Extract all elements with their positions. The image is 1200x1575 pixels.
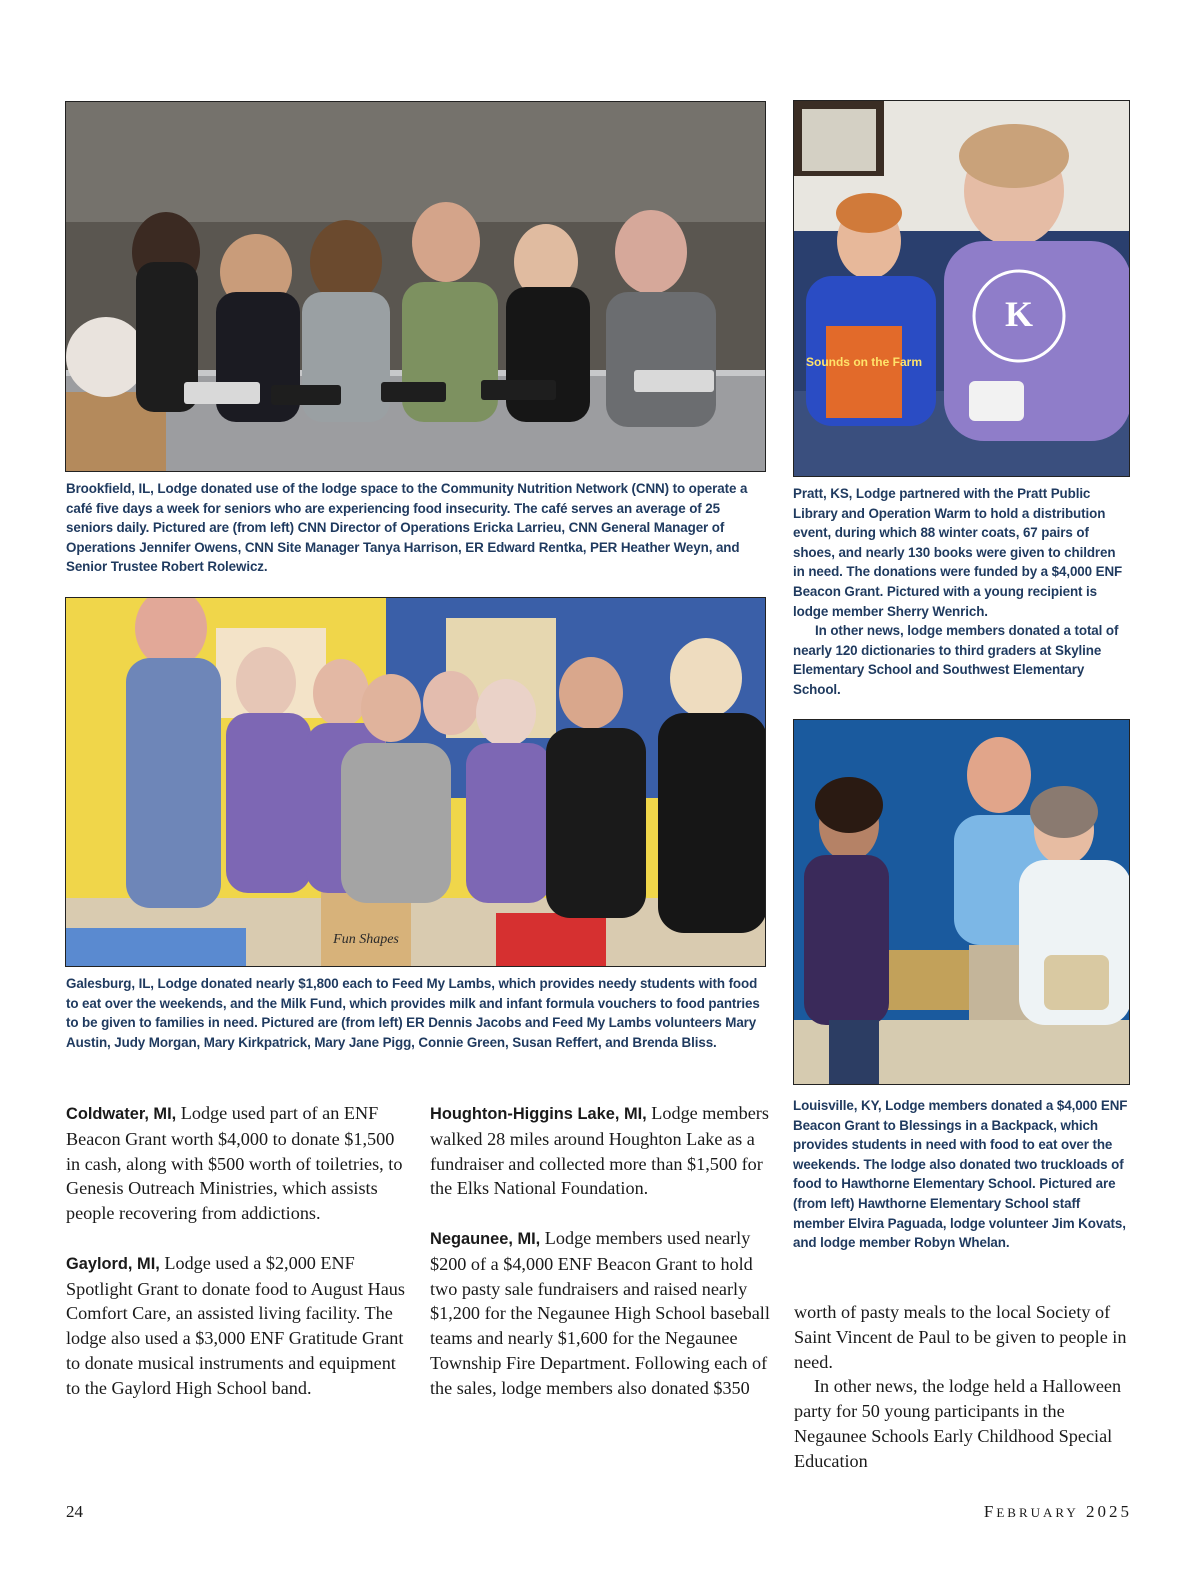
caption-text: Lodge donated nearly $1,800 each to Feed My Lambs, which provides needy students with food to eat over the weekends, and the Milk Fund, which provides milk and infant formula vouchers to food pantries to be given to families in need. Pictured are (from left) ER Dennis Jacobs and Feed My Lambs volunteers Mary Austin, Judy Morgan, Mary Kirkpatrick, Mary Jane Pigg, Connie Green, Susan Reffert, and Brenda Bliss. (66, 976, 760, 1050)
negaunee-continued: worth of pasty meals to the local Society of Saint Vincent de Paul to be given to people in need. (794, 1302, 1127, 1372)
svg-text:K: K (1004, 294, 1034, 334)
caption-place: Brookfield, IL, (66, 481, 154, 496)
coldwater-article (66, 1101, 406, 1226)
issue-month-rest: EBRUARY (996, 1505, 1079, 1520)
issue-month-initial: F (983, 1502, 997, 1521)
article-text: Lodge used a $2,000 ENF Spotlight Grant to donate food to August Haus Comfort Care, an assisted living facility. The lodge also used a $3,000 ENF Gratitude Grant to donate musical instruments and equipment to the Gaylord High School band. (66, 1252, 405, 1398)
houghton-article (430, 1101, 770, 1201)
galesburg-photo (65, 597, 766, 967)
article-lead: Houghton-Higgins Lake, MI, (430, 1105, 647, 1123)
issue-date (942, 1502, 1132, 1522)
article-text: Lodge members used nearly $200 of a $4,000 ENF Beacon Grant to hold two pasty sale fundraisers and raised nearly $1,200 for the Negaunee High School baseball teams and nearly $1,600 for the Negaunee Township Fire Department. Following each of the sales, lodge members also donated $350 (430, 1227, 770, 1398)
pratt-caption (793, 484, 1130, 700)
caption-place: Pratt, KS, (793, 486, 853, 501)
article-lead: Negaunee, MI, (430, 1229, 541, 1248)
louisville-caption (793, 1096, 1130, 1253)
pratt-photo (793, 100, 1130, 477)
article-lead: Coldwater, MI, (66, 1105, 177, 1123)
issue-year: 2025 (1086, 1502, 1132, 1521)
caption-place: Louisville, KY, (793, 1098, 882, 1113)
negaunee-continued-2: In other news, the lodge held a Halloween party for 50 young participants in the Negaunee Schools Early Childhood Special Education (794, 1376, 1122, 1471)
brookfield-photo (65, 101, 766, 472)
article-column-3 (794, 1300, 1130, 1474)
caption-text: Lodge donated use of the lodge space to the Community Nutrition Network (CNN) to operate a café five days a week for seniors who are experiencing food insecurity. The café serves an average of 25 seniors daily. Pictured are (from left) CNN Director of Operations Ericka Larrieu, CNN General Manager of Operations Jennifer Owens, CNN Site Manager Tanya Harrison, ER Edward Rentka, PER Heather Weyn, and Senior Trustee Robert Rolewicz. (66, 481, 748, 575)
box-label-text: Fun Shapes (333, 932, 399, 947)
gaylord-article (66, 1251, 406, 1401)
article-text: Lodge used part of an ENF Beacon Grant worth $4,000 to donate $1,500 in cash, along with $500 worth of toiletries, to Genesis Outreach Ministries, which assists people recovering from addictions. (66, 1103, 403, 1224)
caption-text-2: In other news, lodge members donated a total of nearly 120 dictionaries to third graders at Skyline Elementary School and Southwest Elementary School. (793, 623, 1119, 697)
negaunee-article (430, 1226, 770, 1401)
caption-text: Lodge partnered with the Pratt Public Library and Operation Warm to hold a distribution event, during which 88 winter coats, 67 pairs of shoes, and nearly 130 books were given to children in need. The donations were funded by a $4,000 ENF Beacon Grant. Pictured with a young recipient is lodge member Sherry Wenrich. (793, 486, 1123, 619)
louisville-photo (793, 719, 1130, 1085)
page-number: 24 (66, 1502, 83, 1521)
article-column-2 (430, 1101, 770, 1425)
article-text: Lodge members walked 28 miles around Houghton Lake as a fundraiser and collected more than $1,500 for the Elks National Foundation. (430, 1103, 769, 1199)
article-column-1 (66, 1101, 406, 1425)
caption-text: Lodge members donated a $4,000 ENF Beacon Grant to Blessings in a Backpack, which provides students in need with food to eat over the weekends. The lodge also donated two truckloads of food to Hawthorne Elementary School. Pictured are (from left) Hawthorne Elementary School staff member Elvira Paguada, lodge volunteer Jim Kovats, and lodge member Robyn Whelan. (793, 1098, 1128, 1251)
brookfield-caption (66, 479, 766, 577)
book-title-text: Sounds on the Farm (805, 355, 923, 369)
article-lead: Gaylord, MI, (66, 1254, 160, 1273)
galesburg-caption (66, 974, 766, 1052)
caption-place: Galesburg, IL, (66, 976, 154, 991)
